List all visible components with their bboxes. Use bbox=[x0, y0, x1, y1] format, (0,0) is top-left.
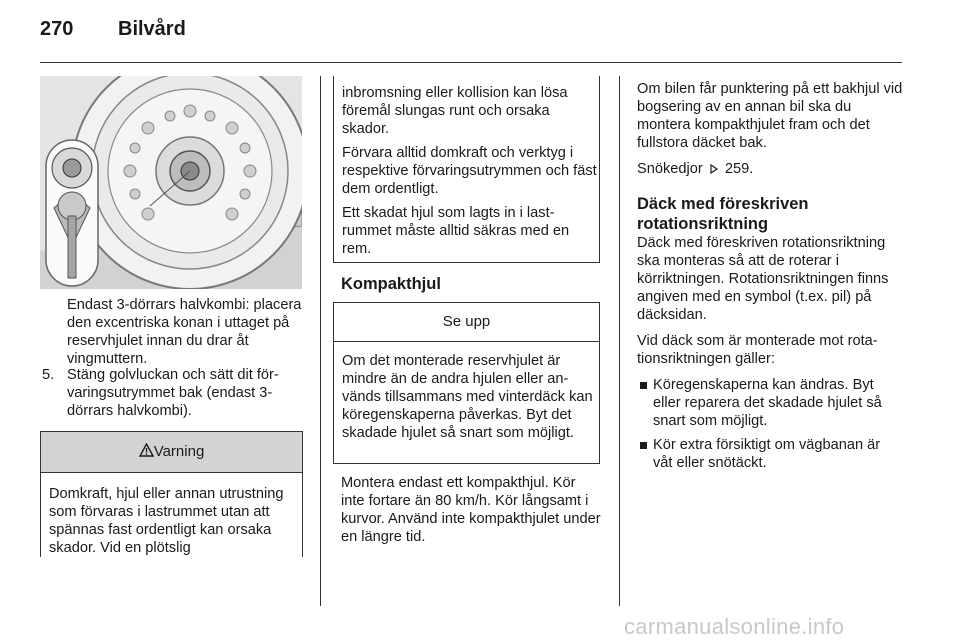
bullet-square-icon bbox=[640, 442, 647, 449]
page-reference-arrow-icon bbox=[709, 164, 719, 174]
bullet-text: Köregenskaperna kan ändras. Byt eller reparera det skadade hjulet så snart som möjligt. bbox=[653, 377, 882, 429]
section-heading-rotation: Däck med föreskriven rotationsriktning bbox=[637, 195, 809, 233]
bullet-square-icon bbox=[640, 382, 647, 389]
page-number: 270 bbox=[40, 18, 74, 40]
warning-continued-paragraph: Ett skadat hjul som lagts in i lastrummet måste alltid säkras med en rem. bbox=[342, 205, 570, 257]
column-3 bbox=[637, 80, 903, 478]
page-title: Bilvård bbox=[118, 18, 186, 40]
warning-continued-box bbox=[333, 76, 600, 263]
warning-title: Varning bbox=[153, 443, 205, 460]
step-number: 5. bbox=[42, 367, 55, 383]
section-heading-kompakthjul: Kompakthjul bbox=[341, 275, 441, 293]
warning-triangle-icon bbox=[139, 443, 154, 457]
towing-paragraph: Om bilen får punktering på ett bakhjul vid bogsering av en annan bil ska du montera kompakthjulet fram och det fullstora däcket bak. bbox=[637, 81, 903, 151]
column-divider-2 bbox=[619, 76, 620, 606]
list-item bbox=[637, 436, 903, 472]
watermark: carmanualsonline.info bbox=[624, 614, 845, 639]
rotation-against-paragraph: Vid däck som är monterade mot rotationsriktningen gäller: bbox=[637, 333, 878, 367]
column-divider-1 bbox=[320, 76, 321, 606]
caution-title: Se upp bbox=[334, 303, 599, 342]
snow-chains-page-link[interactable]: 259. bbox=[724, 161, 754, 177]
warning-continued-paragraph: Förvara alltid domkraft och verktyg i respektive förvaringsutrymmen och fäst dem ordentligt. bbox=[342, 145, 597, 197]
snow-chains-label: Snökedjor bbox=[637, 161, 703, 177]
caution-box bbox=[333, 302, 600, 464]
step-text: Stäng golvluckan och sätt dit förvaringsutrymmet bak (endast 3-dörrars halvkombi). bbox=[67, 367, 279, 419]
caution-body: Om det monterade reservhjulet är mindre än de andra hjulen eller används tillsammans med vinterdäck kan köregenskaperna påverkas. Byt det skadade hjulet så snart som möjligt. bbox=[342, 353, 593, 441]
compact-wheel-paragraph: Montera endast ett kompakthjul. Kör inte fortare än 80 km/h. Kör långsamt i kurvor. Använd inte kompakthjulet under en längre tid. bbox=[341, 475, 601, 545]
warning-header bbox=[41, 432, 302, 473]
image-caption-text: Endast 3-dörrars halvkombi: placera den excentriska konan i uttaget på reservhjulet innan du drar åt vingmuttern. bbox=[67, 297, 302, 367]
spare-wheel-drawing bbox=[40, 76, 302, 289]
rotation-paragraph: Däck med föreskriven rotationsriktning ska monteras så att de roterar i körriktningen. Rotationsriktningen finns angiven med en symbol (t.ex. pil) på däcksidan. bbox=[637, 235, 889, 323]
spare-wheel-illustration bbox=[40, 76, 302, 289]
header-rule bbox=[40, 62, 902, 63]
list-item bbox=[637, 376, 903, 430]
bullet-text: Kör extra försiktigt om vägbanan är våt eller snötäckt. bbox=[653, 437, 881, 471]
warning-continued-paragraph: inbromsning eller kollision kan lösa föremål slungas runt och orsaka skador. bbox=[342, 85, 568, 137]
warning-body: Domkraft, hjul eller annan utrustning som förvaras i lastrummet utan att spännas fast ordentligt kan orsaka skador. Vid en plötslig bbox=[49, 486, 284, 556]
snow-chains-reference bbox=[637, 160, 903, 178]
warning-box bbox=[40, 431, 303, 557]
